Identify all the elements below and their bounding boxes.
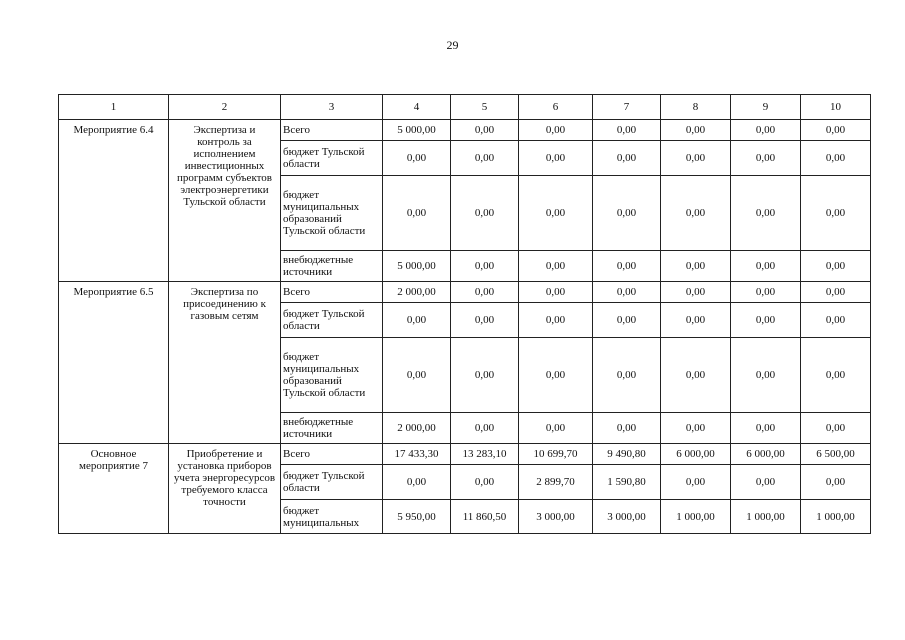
value-cell: 0,00 xyxy=(593,413,661,444)
funding-source-cell: внебюджетные источники xyxy=(281,413,383,444)
value-cell: 6 500,00 xyxy=(801,444,871,465)
value-cell: 0,00 xyxy=(451,251,519,282)
value-cell: 0,00 xyxy=(593,141,661,176)
value-cell: 0,00 xyxy=(593,303,661,338)
event-name-cell: Экспертиза и контроль за исполнением инвестиционных программ субъектов электроэнергетики Тульской области xyxy=(169,120,281,282)
value-cell: 0,00 xyxy=(801,338,871,413)
header-cell-2: 2 xyxy=(169,95,281,120)
value-cell: 9 490,80 xyxy=(593,444,661,465)
value-cell: 0,00 xyxy=(801,465,871,500)
value-cell: 0,00 xyxy=(661,338,731,413)
value-cell: 0,00 xyxy=(451,282,519,303)
value-cell: 0,00 xyxy=(661,465,731,500)
header-cell-8: 8 xyxy=(661,95,731,120)
value-cell: 0,00 xyxy=(383,141,451,176)
value-cell: 2 000,00 xyxy=(383,282,451,303)
value-cell: 0,00 xyxy=(519,251,593,282)
header-cell-4: 4 xyxy=(383,95,451,120)
event-cell: Мероприятие 6.4 xyxy=(59,120,169,282)
value-cell: 0,00 xyxy=(731,465,801,500)
table-row xyxy=(59,120,871,141)
value-cell: 0,00 xyxy=(731,282,801,303)
funding-source-cell: внебюджетные источники xyxy=(281,251,383,282)
value-cell: 0,00 xyxy=(801,303,871,338)
value-cell: 0,00 xyxy=(731,303,801,338)
value-cell: 0,00 xyxy=(801,282,871,303)
header-cell-5: 5 xyxy=(451,95,519,120)
funding-source-cell: бюджет Тульской области xyxy=(281,303,383,338)
funding-source-cell: Всего xyxy=(281,444,383,465)
value-cell: 0,00 xyxy=(661,176,731,251)
header-cell-1: 1 xyxy=(59,95,169,120)
value-cell: 0,00 xyxy=(801,120,871,141)
value-cell: 0,00 xyxy=(801,176,871,251)
value-cell: 6 000,00 xyxy=(661,444,731,465)
value-cell: 1 590,80 xyxy=(593,465,661,500)
value-cell: 0,00 xyxy=(593,282,661,303)
value-cell: 0,00 xyxy=(801,413,871,444)
value-cell: 0,00 xyxy=(801,251,871,282)
event-cell: Мероприятие 6.5 xyxy=(59,282,169,444)
value-cell: 0,00 xyxy=(661,120,731,141)
event-name-cell: Приобретение и установка приборов учета энергоресурсов требуемого класса точности xyxy=(169,444,281,534)
funding-source-cell: Всего xyxy=(281,120,383,141)
table-row xyxy=(59,444,871,465)
value-cell: 3 000,00 xyxy=(593,500,661,534)
header-cell-10: 10 xyxy=(801,95,871,120)
value-cell: 0,00 xyxy=(661,141,731,176)
value-cell: 0,00 xyxy=(593,251,661,282)
value-cell: 0,00 xyxy=(451,465,519,500)
value-cell: 13 283,10 xyxy=(451,444,519,465)
value-cell: 0,00 xyxy=(383,176,451,251)
value-cell: 2 899,70 xyxy=(519,465,593,500)
value-cell: 0,00 xyxy=(731,251,801,282)
value-cell: 0,00 xyxy=(731,338,801,413)
value-cell: 5 000,00 xyxy=(383,251,451,282)
header-cell-6: 6 xyxy=(519,95,593,120)
funding-source-cell: бюджет Тульской области xyxy=(281,141,383,176)
value-cell: 0,00 xyxy=(451,120,519,141)
value-cell: 0,00 xyxy=(451,303,519,338)
value-cell: 0,00 xyxy=(731,141,801,176)
value-cell: 11 860,50 xyxy=(451,500,519,534)
value-cell: 0,00 xyxy=(661,413,731,444)
value-cell: 0,00 xyxy=(519,413,593,444)
value-cell: 0,00 xyxy=(519,282,593,303)
value-cell: 0,00 xyxy=(593,338,661,413)
value-cell: 0,00 xyxy=(451,338,519,413)
value-cell: 0,00 xyxy=(661,251,731,282)
funding-source-cell: Всего xyxy=(281,282,383,303)
value-cell: 3 000,00 xyxy=(519,500,593,534)
table-row xyxy=(59,282,871,303)
table-body xyxy=(59,120,871,534)
value-cell: 6 000,00 xyxy=(731,444,801,465)
value-cell: 0,00 xyxy=(731,176,801,251)
value-cell: 0,00 xyxy=(383,465,451,500)
page-number: 29 xyxy=(446,38,459,52)
value-cell: 0,00 xyxy=(801,141,871,176)
value-cell: 0,00 xyxy=(519,176,593,251)
header-row xyxy=(59,95,871,120)
budget-table xyxy=(58,94,871,534)
value-cell: 5 000,00 xyxy=(383,120,451,141)
value-cell: 0,00 xyxy=(731,413,801,444)
value-cell: 2 000,00 xyxy=(383,413,451,444)
value-cell: 10 699,70 xyxy=(519,444,593,465)
value-cell: 0,00 xyxy=(519,120,593,141)
funding-source-cell: бюджет муниципальных образований Тульской области xyxy=(281,176,383,251)
value-cell: 1 000,00 xyxy=(661,500,731,534)
value-cell: 0,00 xyxy=(383,338,451,413)
value-cell: 0,00 xyxy=(593,176,661,251)
value-cell: 17 433,30 xyxy=(383,444,451,465)
value-cell: 0,00 xyxy=(519,141,593,176)
header-cell-3: 3 xyxy=(281,95,383,120)
value-cell: 0,00 xyxy=(731,120,801,141)
value-cell: 0,00 xyxy=(519,338,593,413)
value-cell: 0,00 xyxy=(519,303,593,338)
funding-source-cell: бюджет муниципальных xyxy=(281,500,383,534)
funding-source-cell: бюджет Тульской области xyxy=(281,465,383,500)
header-cell-9: 9 xyxy=(731,95,801,120)
value-cell: 0,00 xyxy=(661,282,731,303)
funding-source-cell: бюджет муниципальных образований Тульской области xyxy=(281,338,383,413)
value-cell: 1 000,00 xyxy=(731,500,801,534)
value-cell: 5 950,00 xyxy=(383,500,451,534)
value-cell: 0,00 xyxy=(451,176,519,251)
value-cell: 0,00 xyxy=(383,303,451,338)
value-cell: 0,00 xyxy=(661,303,731,338)
event-name-cell: Экспертиза по присоединению к газовым сетям xyxy=(169,282,281,444)
value-cell: 0,00 xyxy=(593,120,661,141)
header-cell-7: 7 xyxy=(593,95,661,120)
value-cell: 1 000,00 xyxy=(801,500,871,534)
value-cell: 0,00 xyxy=(451,413,519,444)
value-cell: 0,00 xyxy=(451,141,519,176)
event-cell: Основное мероприятие 7 xyxy=(59,444,169,534)
